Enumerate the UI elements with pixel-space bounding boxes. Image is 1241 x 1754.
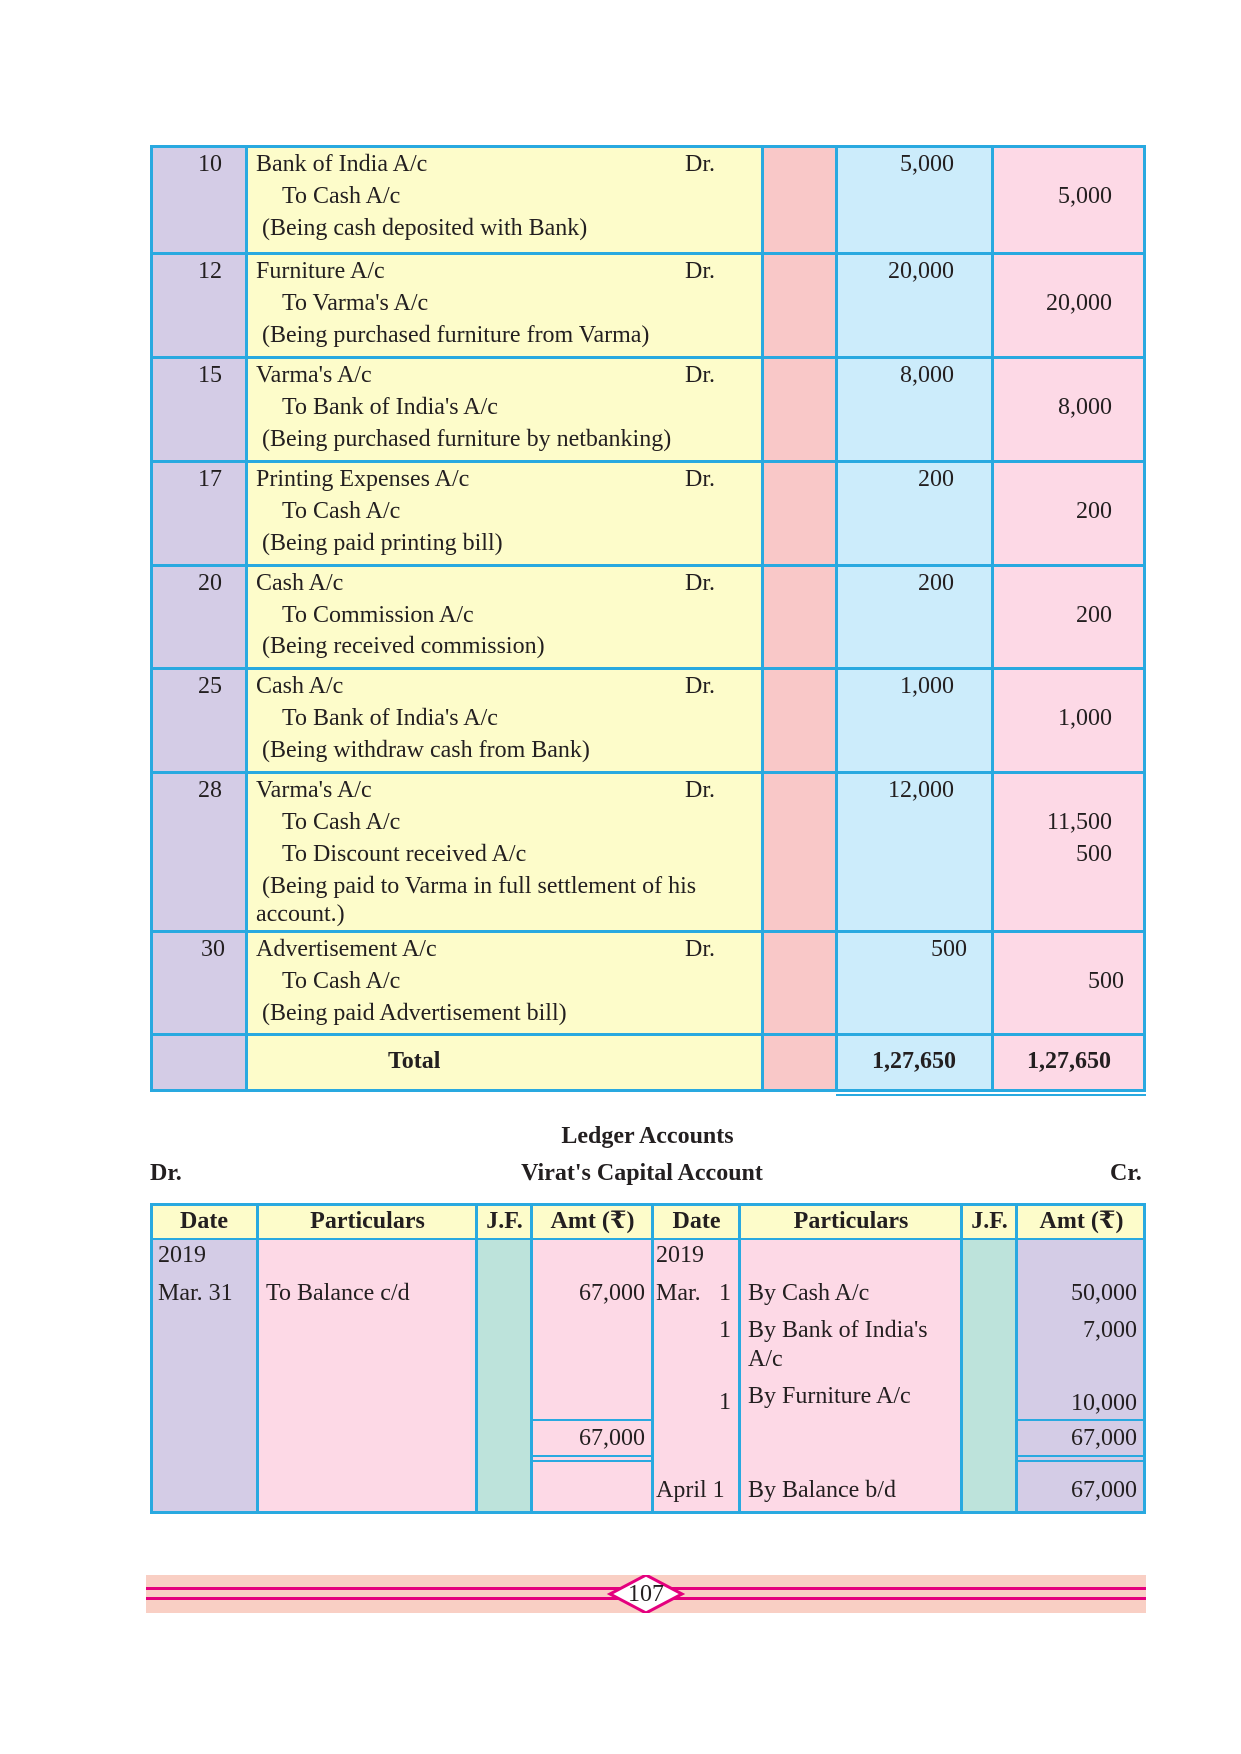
cr-amount-column (1017, 1203, 1146, 1514)
dr-jf-column (477, 1203, 532, 1514)
cr-day: 1 (719, 1280, 731, 1306)
entry-date: 25 (198, 673, 222, 699)
dr-label: Dr. (685, 258, 715, 284)
dr-label: Dr. (685, 466, 715, 492)
debit-amount: 8,000 (900, 362, 954, 388)
credit-account: To Cash A/c (282, 498, 401, 524)
header-particulars: Particulars (310, 1208, 425, 1234)
debit-account: Furniture A/c (256, 258, 385, 284)
total-credit: 1,27,650 (1027, 1048, 1111, 1074)
debit-account: Cash A/c (256, 673, 344, 699)
narration: (Being purchased furniture by netbanking) (262, 426, 672, 452)
header-amount: Amt (₹) (1039, 1208, 1124, 1234)
journal-table (150, 145, 1146, 1092)
credit-amount: 8,000 (1058, 394, 1112, 420)
header-jf: J.F. (971, 1208, 1008, 1234)
narration: (Being received commission) (262, 633, 545, 659)
debit-amount: 200 (918, 570, 954, 596)
header-amount: Amt (₹) (550, 1208, 635, 1234)
entry-date: 30 (201, 936, 225, 962)
debit-amount: 5,000 (900, 151, 954, 177)
entry-date: 10 (198, 151, 222, 177)
page-footer (146, 1575, 1146, 1613)
dr-particulars-column (258, 1203, 477, 1514)
cr-particulars: By Bank of India's (748, 1317, 928, 1343)
debit-amount: 1,000 (900, 673, 954, 699)
dr-total: 67,000 (579, 1425, 645, 1451)
dr-side-label: Dr. (150, 1160, 182, 1186)
dr-label: Dr. (685, 151, 715, 177)
narration: (Being paid printing bill) (262, 530, 503, 556)
cr-jf-column (962, 1203, 1017, 1514)
entry-date: 28 (198, 777, 222, 803)
cr-total: 67,000 (1071, 1425, 1137, 1451)
credit-amount: 11,500 (1046, 809, 1112, 835)
credit-account: To Commission A/c (282, 602, 474, 628)
header-date: Date (672, 1208, 721, 1234)
ledger-heading: Ledger Accounts (561, 1123, 734, 1149)
cr-amount: 50,000 (1071, 1280, 1137, 1306)
page-number: 107 (628, 1581, 664, 1607)
dr-particulars: To Balance c/d (266, 1280, 410, 1306)
cr-particulars: By Cash A/c (748, 1280, 870, 1306)
cr-side-label: Cr. (1110, 1160, 1142, 1186)
ledger-table (150, 1203, 1146, 1514)
header-particulars: Particulars (793, 1208, 909, 1234)
dr-label: Dr. (685, 570, 715, 596)
cr-particulars: By Furniture A/c (748, 1383, 911, 1409)
total-label: Total (388, 1048, 441, 1074)
header-jf: J.F. (486, 1208, 523, 1234)
credit-amount: 1,000 (1058, 705, 1112, 731)
cr-amount: 7,000 (1083, 1317, 1137, 1343)
credit-account: To Bank of India's A/c (282, 705, 498, 731)
dr-label: Dr. (685, 362, 715, 388)
cr-balance-particulars: By Balance b/d (748, 1477, 896, 1503)
cr-particulars-continued: A/c (748, 1346, 783, 1372)
credit-account: To Varma's A/c (282, 290, 429, 316)
narration: (Being purchased furniture from Varma) (262, 322, 650, 348)
header-date: Date (180, 1208, 228, 1234)
dr-label: Dr. (685, 777, 715, 803)
credit-amount: 5,000 (1058, 183, 1112, 209)
debit-account: Advertisement A/c (256, 936, 437, 962)
debit-amount: 20,000 (888, 258, 954, 284)
debit-account: Printing Expenses A/c (256, 466, 470, 492)
cr-year: 2019 (656, 1242, 704, 1268)
entry-date: 15 (198, 362, 222, 388)
debit-account: Varma's A/c (256, 777, 372, 803)
credit-amount: 500 (1076, 841, 1112, 867)
debit-amount: 200 (918, 466, 954, 492)
entry-date: 17 (198, 466, 222, 492)
narration: (Being paid to Varma in full settlement of his (262, 873, 697, 899)
account-title: Virat's Capital Account (521, 1160, 763, 1186)
entry-date: 12 (198, 258, 222, 284)
credit-amount: 200 (1076, 602, 1112, 628)
narration: (Being cash deposited with Bank) (262, 215, 588, 241)
debit-account: Bank of India A/c (256, 151, 428, 177)
dr-amount: 67,000 (579, 1280, 645, 1306)
credit-account: To Discount received A/c (282, 841, 527, 867)
narration: (Being paid Advertisement bill) (262, 1000, 567, 1026)
cr-day: 1 (719, 1317, 731, 1343)
credit-amount: 20,000 (1046, 290, 1112, 316)
cr-day: 1 (719, 1389, 731, 1415)
narration: (Being withdraw cash from Bank) (262, 737, 590, 763)
debit-amount: 500 (931, 936, 967, 962)
cr-balance-amount: 67,000 (1071, 1477, 1137, 1503)
credit-account: To Cash A/c (282, 809, 401, 835)
narration-continued: account.) (256, 901, 345, 927)
dr-amount-column (532, 1203, 653, 1514)
cr-balance-date: April 1 (656, 1477, 725, 1503)
cr-amount: 10,000 (1071, 1390, 1137, 1416)
credit-amount: 500 (1088, 968, 1124, 994)
total-debit: 1,27,650 (872, 1048, 956, 1074)
entry-date: 20 (198, 570, 222, 596)
dr-date: Mar. 31 (158, 1280, 233, 1306)
debit-amount: 12,000 (888, 777, 954, 803)
dr-label: Dr. (685, 673, 715, 699)
credit-account: To Bank of India's A/c (282, 394, 498, 420)
cr-date: Mar. (656, 1280, 701, 1306)
credit-account: To Cash A/c (282, 183, 401, 209)
dr-year: 2019 (158, 1242, 206, 1268)
credit-amount: 200 (1076, 498, 1112, 524)
debit-account: Varma's A/c (256, 362, 372, 388)
dr-label: Dr. (685, 936, 715, 962)
journal-lf-column (762, 145, 836, 1092)
credit-account: To Cash A/c (282, 968, 401, 994)
debit-account: Cash A/c (256, 570, 344, 596)
